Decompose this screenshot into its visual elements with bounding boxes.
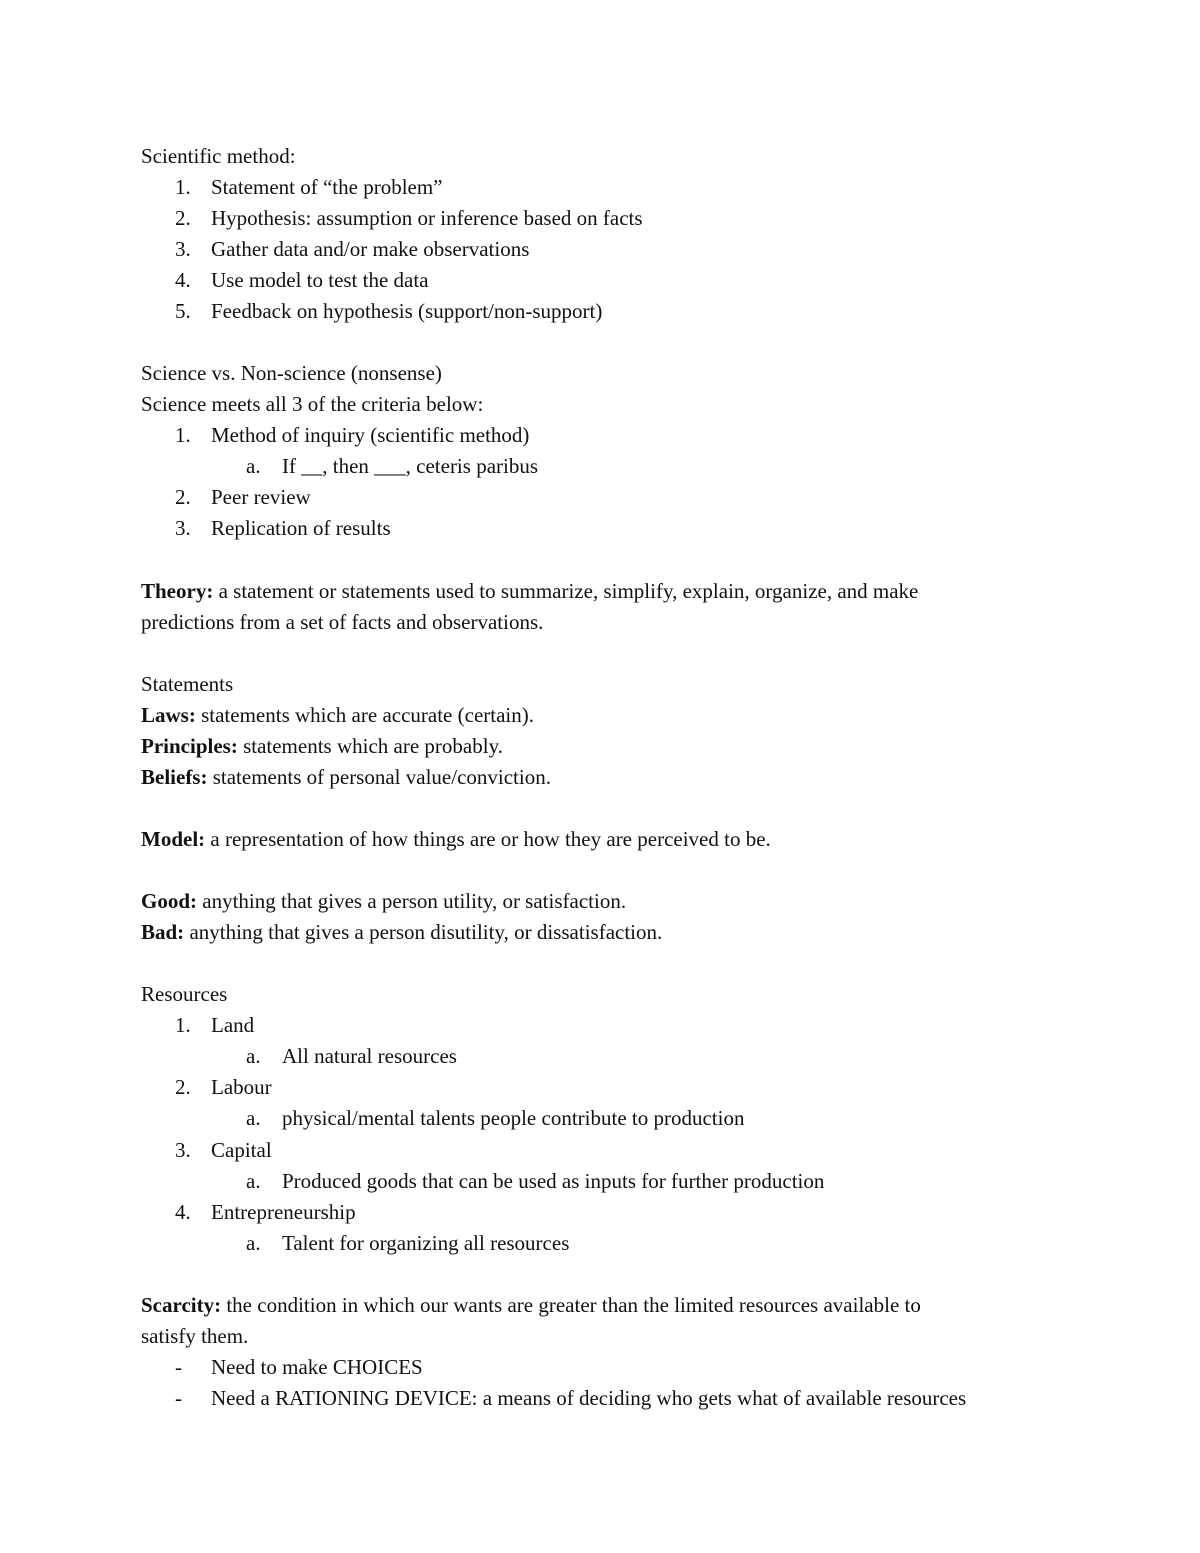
definition-text: the condition in which our wants are greater than the limited resources available to <box>221 1293 921 1317</box>
definition-term: Bad: <box>141 920 185 944</box>
list-letter: a. <box>246 454 261 478</box>
definition-text: statements of personal value/conviction. <box>207 765 551 789</box>
list-item <box>175 482 311 513</box>
sub-list-item <box>246 1228 569 1259</box>
theory-definition-continued: predictions from a set of facts and observations. <box>141 610 544 634</box>
list-item-text: Feedback on hypothesis (support/non-support) <box>211 299 603 323</box>
principles-definition <box>141 731 503 762</box>
list-letter: a. <box>246 1231 261 1255</box>
list-item <box>175 1072 272 1103</box>
list-number: 3. <box>175 516 191 540</box>
bullet-text: Need a RATIONING DEVICE: a means of deciding who gets what of available resources <box>211 1386 967 1410</box>
definition-term: Beliefs: <box>141 765 208 789</box>
model-definition <box>141 824 771 855</box>
list-item-text: Replication of results <box>211 516 391 540</box>
list-letter: a. <box>246 1044 261 1068</box>
list-item-text: All natural resources <box>282 1044 457 1068</box>
list-item-text: Capital <box>211 1138 272 1162</box>
definition-term: Principles: <box>141 734 238 758</box>
list-item-text: Peer review <box>211 485 311 509</box>
sub-list-item <box>246 1166 824 1197</box>
list-item-text: Gather data and/or make observations <box>211 237 530 261</box>
bad-definition <box>141 917 662 948</box>
list-item <box>175 1010 254 1041</box>
definition-term: Theory: <box>141 579 214 603</box>
list-number: 3. <box>175 237 191 261</box>
sub-list-item <box>246 1041 457 1072</box>
dash-bullet: - <box>175 1386 182 1410</box>
definition-text: anything that gives a person utility, or satisfaction. <box>197 889 627 913</box>
statements-heading: Statements <box>141 672 234 696</box>
list-item <box>175 234 529 265</box>
list-number: 3. <box>175 1138 191 1162</box>
science-criteria-intro: Science meets all 3 of the criteria below: <box>141 392 484 416</box>
dash-bullet: - <box>175 1355 182 1379</box>
list-number: 5. <box>175 299 191 323</box>
beliefs-definition <box>141 762 551 793</box>
list-item-text: If __, then ___, ceteris paribus <box>282 454 539 478</box>
definition-text: a representation of how things are or how they are perceived to be. <box>205 827 771 851</box>
sub-list-item <box>246 451 538 482</box>
definition-term: Laws: <box>141 703 196 727</box>
list-item <box>175 203 643 234</box>
definition-term: Scarcity: <box>141 1293 222 1317</box>
list-item <box>175 296 602 327</box>
definition-text: statements which are accurate (certain). <box>195 703 534 727</box>
list-letter: a. <box>246 1106 261 1130</box>
list-item <box>175 1197 356 1228</box>
list-number: 2. <box>175 485 191 509</box>
list-number: 4. <box>175 1200 191 1224</box>
definition-text: a statement or statements used to summarize, simplify, explain, organize, and make <box>213 579 919 603</box>
list-number: 1. <box>175 1013 191 1037</box>
list-item-text: Produced goods that can be used as inputs for further production <box>282 1169 825 1193</box>
definition-text: statements which are probably. <box>237 734 503 758</box>
list-item <box>175 513 391 544</box>
list-number: 4. <box>175 268 191 292</box>
scarcity-definition-continued: satisfy them. <box>141 1324 249 1348</box>
definition-term: Good: <box>141 889 198 913</box>
list-item-text: Talent for organizing all resources <box>282 1231 570 1255</box>
list-item-text: Land <box>211 1013 255 1037</box>
bullet-item <box>175 1383 966 1414</box>
list-item <box>175 265 429 296</box>
list-item-text: Labour <box>211 1075 272 1099</box>
list-item-text: physical/mental talents people contribute to production <box>282 1106 745 1130</box>
list-item <box>175 420 529 451</box>
bullet-text: Need to make CHOICES <box>211 1355 423 1379</box>
definition-term: Model: <box>141 827 206 851</box>
list-item-text: Statement of “the problem” <box>211 175 443 199</box>
list-item-text: Hypothesis: assumption or inference based on facts <box>211 206 643 230</box>
list-item <box>175 172 443 203</box>
list-item <box>175 1135 272 1166</box>
bullet-item <box>175 1352 423 1383</box>
list-item-text: Method of inquiry (scientific method) <box>211 423 530 447</box>
laws-definition <box>141 700 534 731</box>
list-item-text: Entrepreneurship <box>211 1200 356 1224</box>
list-number: 1. <box>175 175 191 199</box>
good-definition <box>141 886 626 917</box>
resources-heading: Resources <box>141 982 228 1006</box>
list-letter: a. <box>246 1169 261 1193</box>
definition-text: anything that gives a person disutility, or dissatisfaction. <box>184 920 663 944</box>
scientific-method-heading: Scientific method: <box>141 144 296 168</box>
sub-list-item <box>246 1103 744 1134</box>
list-number: 2. <box>175 1075 191 1099</box>
list-item-text: Use model to test the data <box>211 268 429 292</box>
science-vs-heading: Science vs. Non-science (nonsense) <box>141 361 442 385</box>
list-number: 1. <box>175 423 191 447</box>
scarcity-definition <box>141 1290 921 1321</box>
theory-definition <box>141 576 918 607</box>
list-number: 2. <box>175 206 191 230</box>
